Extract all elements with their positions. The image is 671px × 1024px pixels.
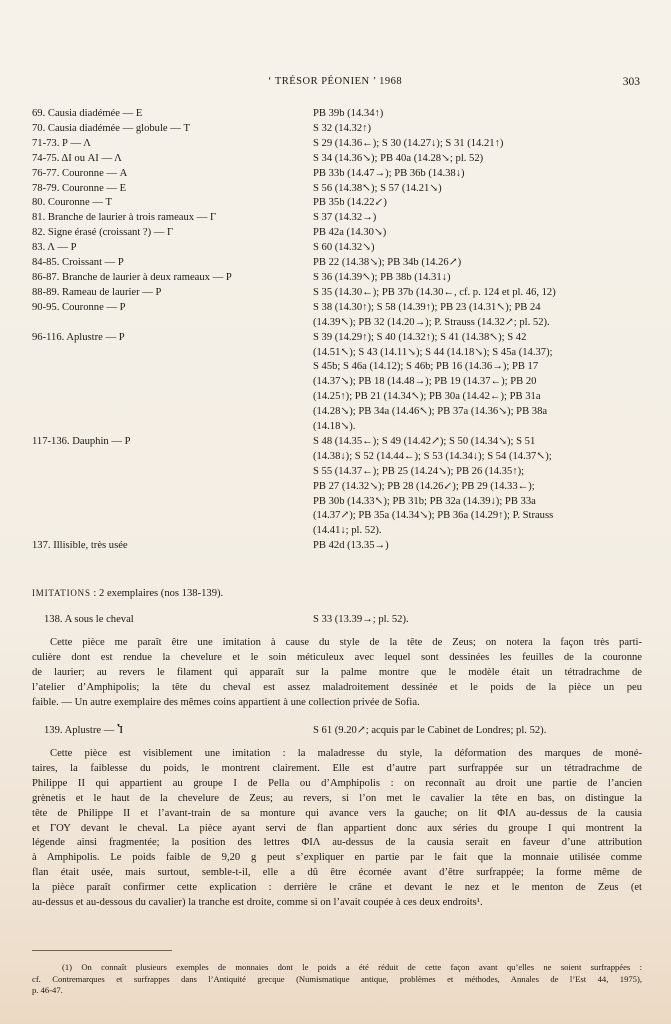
paragraph-line: flan était usée, mais surtout, semble-t-il, elle a dû être écornée avant d’être surfrappée; la forme même de <box>32 867 642 879</box>
entry-label: 81. Branche de laurier à trois rameaux — Γ <box>32 212 217 224</box>
entry-references <box>313 331 642 435</box>
entry-references <box>313 286 642 301</box>
entry-label: 84-85. Croissant — Ρ <box>32 257 124 269</box>
entry-label: 69. Causia diadémée — Ε <box>32 108 143 119</box>
item-138-label: 138. Α sous le cheval <box>44 614 134 625</box>
entry-references <box>313 301 642 331</box>
item-138-ref: S 33 (13.39→; pl. 52). <box>313 614 409 625</box>
catalogue-entry <box>32 331 642 435</box>
catalogue-entry <box>32 256 642 271</box>
paragraph-line: à Amphipolis. Le poids faible de 9,20 g peut s’expliquer en partie par le fait que la monnaie utilisée comme <box>32 852 642 864</box>
catalogue-entry <box>32 241 642 256</box>
entry-references <box>313 539 642 554</box>
entry-label: 86-87. Branche de laurier à deux rameaux — Ρ <box>32 271 232 283</box>
entry-references <box>313 435 642 539</box>
imitations-label: IMITATIONS <box>32 588 91 598</box>
paragraph-line: Cette pièce est visiblement une imitation : la maladresse du style, la déformation des marques de moné- <box>50 748 642 759</box>
page-number: 303 <box>622 76 640 88</box>
catalogue-entry <box>32 182 642 197</box>
catalogue-entry <box>32 196 642 211</box>
item-139-ref: S 61 (9.20↗; acquis par le Cabinet de Londres; pl. 52). <box>313 725 547 736</box>
item-139-label: 139. Aplustre — Ⴈ <box>44 725 123 736</box>
reference-line: S 37 (14.32→) <box>313 212 377 224</box>
paragraph-line: taires, la faiblesse du poids, le montrent clairement. Elle est d’autre part surfrappée sur un tétradrachme de <box>32 762 642 774</box>
paragraph-line: Cette pièce me paraît être une imitation à cause du style de la tête de Zeus; on notera la façon très parti- <box>50 637 642 648</box>
paragraph-line: et ΓΟΥ devant le cheval. La pièce ayant servi de flan appartient donc aux séries du groupe I qui montrent la <box>32 822 642 834</box>
paragraph-line: au-dessus et au-dessous du cavalier) la tranche est droite, comme si on l’avait coupée à ces deux endroits¹. <box>32 897 483 909</box>
reference-line: S 32 (14.32↑) <box>313 122 371 134</box>
reference-line: (14.38↓); S 52 (14.44←); S 53 (14.34↓); S 54 (14.37↖); <box>313 450 552 462</box>
item-138 <box>32 613 642 628</box>
reference-line: S 38 (14.30↑); S 58 (14.39↑); PB 23 (14.31↖); PB 24 <box>313 301 541 313</box>
entry-references <box>313 152 642 167</box>
reference-line: (14.37↘); PB 18 (14.48→); PB 19 (14.37←); PB 20 <box>313 376 537 388</box>
running-head-title: ‘ TRÉSOR PÉONIEN ’ 1968 <box>267 76 403 87</box>
footnote-line: (1) On connaît plusieurs exemples de monnaies dont le poids a été réduit de cette façon avant qu’elles ne soient surfrappées : <box>62 962 642 972</box>
imitations-text: : 2 exemplaires (nos 138-139). <box>90 588 224 599</box>
entry-references <box>313 137 642 152</box>
catalogue-entry <box>32 286 642 301</box>
paragraph-line: l’atelier d’Amphipolis; la tête du cheval est assez maladroitement dessinée et le poids de la pièce un peu <box>32 681 642 693</box>
catalogue-entry <box>32 167 642 182</box>
entry-references <box>313 167 642 182</box>
paragraph-line: culière dont est rendue la chevelure et le soin méticuleux avec lequel sont dessinées les feuilles de la couronne <box>32 651 642 663</box>
entry-label: 82. Signe érasé (croissant ?) — Γ <box>32 227 174 239</box>
entry-label: 78-79. Couronne — Ε <box>32 182 127 194</box>
entry-references <box>313 256 642 271</box>
reference-line: (14.51↖); S 43 (14.11↘); S 44 (14.18↘); S 45a (14.37); <box>313 346 553 358</box>
running-head <box>30 76 640 92</box>
item-139 <box>32 724 642 739</box>
entry-label: 117-136. Dauphin — Ρ <box>32 435 131 447</box>
footnote <box>32 962 642 997</box>
paragraph-line: Philippe II qui appartient au groupe I de Pella ou d’Amphipolis : on reconnaît au droit une partie de l’ancien <box>32 777 642 789</box>
entry-references <box>313 271 642 286</box>
footnote-line: cf. Contremarques et surfrappes dans l’Antiquité grecque (Numismatique antique, problèmes et méthodes, Annales de l’Est 44, 1975), <box>32 973 642 984</box>
paragraph-line: grènetis et le haut de la chevelure de Zeus; au revers, si l’on met le cavalier la tête en bas, on distingue la <box>32 792 642 804</box>
catalogue-entry <box>32 107 642 122</box>
entry-references <box>313 196 642 211</box>
reference-line: PB 33b (14.47→); PB 36b (14.38↓) <box>313 167 465 179</box>
reference-line: (14.37↗); PB 35a (14.34↘); PB 36a (14.29↑); P. Strauss <box>313 510 554 522</box>
catalogue-entry <box>32 152 642 167</box>
reference-line: PB 22 (14.38↘); PB 34b (14.26↗) <box>313 257 462 269</box>
catalogue-entry <box>32 539 642 554</box>
reference-line: S 45b; S 46a (14.12); S 46b; PB 16 (14.36→); PB 17 <box>313 361 539 373</box>
reference-line: S 35 (14.30←); PB 37b (14.30←, cf. p. 124 et pl. 46, 12) <box>313 286 556 298</box>
footnote-divider <box>32 950 172 951</box>
reference-line: S 60 (14.32↘) <box>313 242 375 254</box>
reference-line: PB 35b (14.22↙) <box>313 197 387 209</box>
entry-references <box>313 211 642 226</box>
entry-label: 88-89. Rameau de laurier — Ρ <box>32 286 162 298</box>
entry-label: 71-73. Ρ — Λ <box>32 137 91 149</box>
entry-references <box>313 241 642 256</box>
catalogue-entry <box>32 435 642 539</box>
reference-line: PB 30b (14.33↖); PB 31b; PB 32a (14.39↓); PB 33a <box>313 495 536 507</box>
imitations-heading <box>32 586 642 602</box>
reference-line: S 39 (14.29↑); S 40 (14.32↑); S 41 (14.38↖); S 42 <box>313 331 527 343</box>
entry-label: 90-95. Couronne — Ρ <box>32 301 126 313</box>
entry-label: 80. Couronne — Τ <box>32 197 113 209</box>
catalogue-entry <box>32 271 642 286</box>
reference-line: (14.25↑); PB 21 (14.34↖); PB 30a (14.42←); PB 31a <box>313 391 541 403</box>
reference-line: (14.18↘). <box>313 421 356 433</box>
reference-line: S 56 (14.38↖); S 57 (14.21↘) <box>313 182 442 194</box>
entry-references <box>313 182 642 197</box>
entry-label: 96-116. Aplustre — Ρ <box>32 331 125 343</box>
catalogue-entry <box>32 301 642 331</box>
paragraph-line: légende ainsi fragmentée; la position des lettres ΦΙΛ au-dessus de la causia serait en faveur d’une attribution <box>32 837 642 849</box>
catalogue-list <box>32 107 642 554</box>
entry-label: 76-77. Couronne — Α <box>32 167 128 179</box>
reference-line: S 34 (14.36↘); PB 40a (14.28↘; pl. 52) <box>313 152 484 164</box>
catalogue-entry <box>32 211 642 226</box>
reference-line: (14.28↘); PB 34a (14.46↖); PB 37a (14.36↘); PB 38a <box>313 406 548 418</box>
paragraph-line: faible. — Un autre exemplaire des mêmes coins appartient à une collection privée de Sofia. <box>32 696 420 708</box>
reference-line: PB 39b (14.34↑) <box>313 108 384 119</box>
reference-line: (14.39↖); PB 32 (14.20→); P. Strauss (14.32↗; pl. 52). <box>313 316 550 328</box>
entry-label: 74-75. ΔΙ ou ΑΙ — Λ <box>32 152 122 164</box>
entry-references <box>313 107 642 122</box>
paragraph-line: la pièce paraît confirmer cette explication : derrière le crâne et devant le nez et le menton de Zeus (et <box>32 882 642 894</box>
entry-label: 137. Illisible, très usée <box>32 540 128 552</box>
catalogue-entry <box>32 122 642 137</box>
entry-references <box>313 122 642 137</box>
footnote-line: p. 46-47. <box>32 985 63 995</box>
reference-line: PB 27 (14.32↘); PB 28 (14.26↙); PB 29 (14.33←); <box>313 480 535 492</box>
reference-line: (14.41↓; pl. 52). <box>313 525 382 537</box>
paragraph-139 <box>32 747 642 911</box>
entry-label: 83. Λ — Ρ <box>32 242 77 254</box>
catalogue-entry <box>32 226 642 241</box>
reference-line: PB 42a (14.30↘) <box>313 227 387 239</box>
reference-line: S 29 (14.36←); S 30 (14.27↓); S 31 (14.21↑) <box>313 137 504 149</box>
catalogue-entry <box>32 137 642 152</box>
paragraph-line: tête de Philippe II et l’avant-train de sa monture qui avance vers la gauche; on lit ΦΙΛ au-dessus de la causia <box>32 807 642 819</box>
entry-label: 70. Causia diadémée — globule — Τ <box>32 122 190 134</box>
reference-line: S 55 (14.37←); PB 25 (14.24↘); PB 26 (14.35↑); <box>313 465 525 477</box>
reference-line: S 36 (14.39↖); PB 38b (14.31↓) <box>313 271 451 283</box>
paragraph-line: de laurier; au revers le filament qui apparaît sur la palme montre que le modèle était un tétradrachme de <box>32 666 642 678</box>
paragraph-138 <box>32 636 642 711</box>
entry-references <box>313 226 642 241</box>
reference-line: PB 42d (13.35→) <box>313 540 389 552</box>
reference-line: S 48 (14.35←); S 49 (14.42↗); S 50 (14.34↘); S 51 <box>313 435 536 447</box>
